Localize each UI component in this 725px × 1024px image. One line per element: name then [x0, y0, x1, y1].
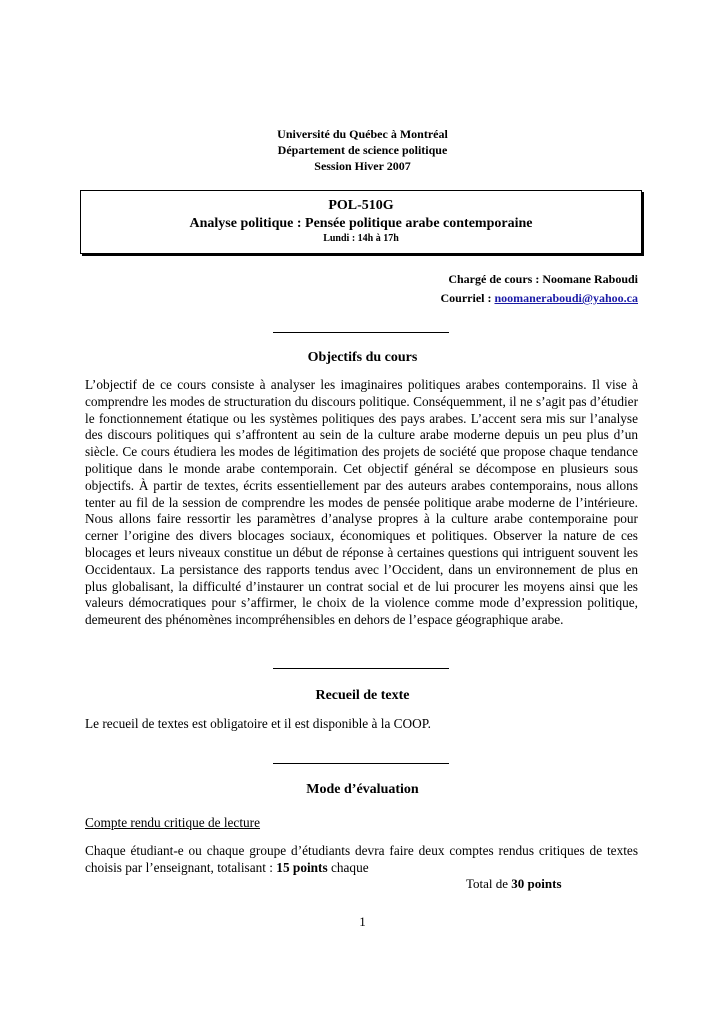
evaluation-subheading: Compte rendu critique de lecture: [85, 815, 261, 830]
course-schedule: Lundi : 14h à 17h: [323, 233, 399, 244]
objectives-title: Objectifs du cours: [307, 350, 418, 365]
evaluation-title: Mode d’évaluation: [306, 782, 419, 797]
email-label: Courriel :: [440, 291, 492, 305]
course-title-box: [80, 190, 642, 254]
instructor-email-line: [441, 289, 639, 308]
department-name: Département de science politique: [277, 143, 448, 157]
evaluation-points: 15 points: [276, 859, 328, 875]
course-code: POL-510G: [328, 198, 394, 213]
section-divider: [273, 332, 449, 333]
evaluation-text-after: chaque: [327, 859, 369, 875]
objectives-paragraph: L’objectif de ce cours consiste à analyser les imaginaires politiques arabes contemporains. Il vise à comprendre les modes de structuration du discours politique. Conséquemment, il ne s’agit pas d’étudier le fonctionnement étatique ou les systèmes politiques des pays arabes. L’accent sera mis sur l’analyse des discours politiques qui s’affrontent au sein de la culture arabe moderne depuis un peu plus d’un siècle. Ce cours étudiera les modes de légitimation des projets de société que propose chaque tendance politique dans le monde arabe contemporain. Cet objectif général se décompose en plusieurs sous objectifs. À partir de textes, écrits essentiellement par des auteurs arabes contemporains, nous allons tenter au fil de la session de comprendre les modes de pensée politique arabe moderne de l’intérieure. Nous allons faire ressortir les paramètres d’analyse propres à la culture arabe contemporaine pour cerner l’origine des divers blocages sociaux, économiques et politiques. Observer la nature de ces blocages et leurs niveaux constitue un début de réponse à certaines questions qui intriguent souvent les Occidentaux. La persistance des rapports tendus avec l’Occident, dans un environnement de plus en plus globalisant, la difficulté d’instaurer un contrat social et de lui procurer les moyens ainsi que les valeurs démocratiques pour s’affirmer, le choix de la violence comme mode d’expression politique, demeurent des phénomènes incompréhensibles en dehors de l’espace géographique arabe.: [85, 377, 638, 628]
course-title: Analyse politique : Pensée politique arabe contemporaine: [189, 216, 533, 231]
document-header: [0, 126, 725, 174]
section-divider: [273, 668, 449, 669]
instructor-name: Chargé de cours : Noomane Raboudi: [448, 272, 638, 286]
university-name: Université du Québec à Montréal: [277, 127, 448, 141]
email-link[interactable]: noomaneraboudi@yahoo.ca: [494, 291, 638, 305]
reader-title: Recueil de texte: [315, 688, 410, 703]
reader-paragraph: Le recueil de textes est obligatoire et il est disponible à la COOP.: [85, 716, 431, 731]
evaluation-paragraph: [85, 843, 638, 877]
page-number: 1: [359, 914, 366, 929]
total-points: 30 points: [511, 876, 562, 891]
session-name: Session Hiver 2007: [314, 159, 411, 173]
total-prefix: Total de: [466, 876, 512, 891]
evaluation-total: [466, 875, 562, 892]
instructor-block: [441, 270, 639, 308]
evaluation-text: Chaque étudiant-e ou chaque groupe d’étudiants devra faire deux comptes rendus critiques de textes choisis par l’enseignant, totalisant :: [85, 843, 638, 875]
section-divider: [273, 763, 449, 764]
